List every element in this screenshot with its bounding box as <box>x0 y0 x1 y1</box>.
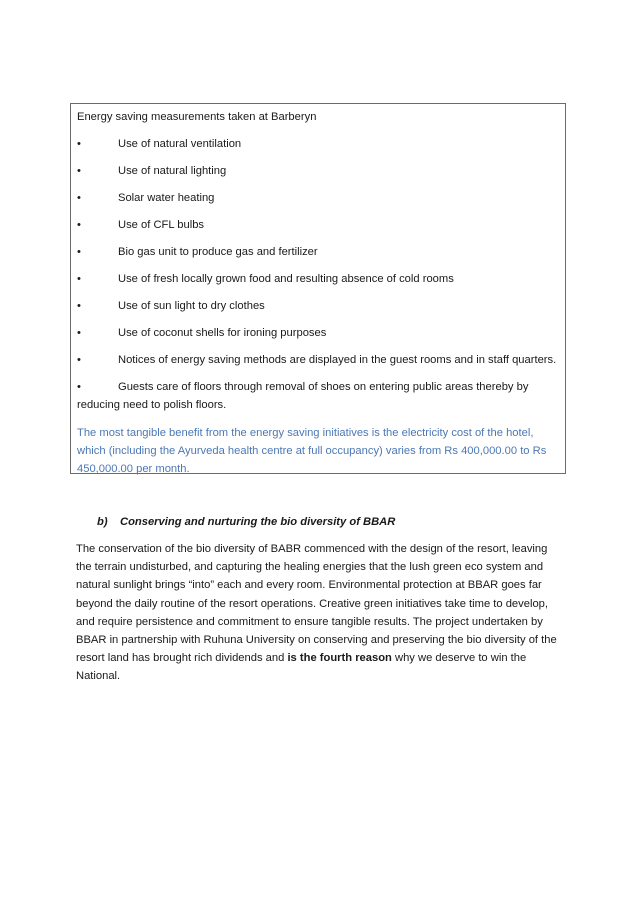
list-item-text: Use of sun light to dry clothes <box>118 300 265 312</box>
bullet-icon: • <box>77 138 81 150</box>
section-body-text-end: why we deserve to win the National. <box>76 652 527 683</box>
list-item <box>77 378 560 414</box>
list-item-text: Bio gas unit to produce gas and fertilizer <box>118 246 318 258</box>
bullet-icon: • <box>77 273 81 285</box>
bullet-icon: • <box>77 165 81 177</box>
list-item <box>77 189 560 207</box>
bullet-icon: • <box>77 354 81 366</box>
section-body-emphasis: is the fourth reason <box>287 652 392 665</box>
bullet-icon: • <box>77 300 81 312</box>
list-item <box>77 270 560 288</box>
list-item-text: Guests care of floors through removal of shoes on entering public areas thereby by reducing need to polish floors. <box>77 381 529 411</box>
list-item-text: Use of natural ventilation <box>118 138 242 150</box>
bio-diversity-section <box>76 513 566 697</box>
bullet-icon: • <box>77 246 81 258</box>
bullet-icon: • <box>77 381 81 393</box>
list-item-text: Use of CFL bulbs <box>118 219 205 231</box>
bullet-icon: • <box>77 219 81 231</box>
section-heading: b) Conserving and nurturing the bio diversity of BBAR <box>97 516 396 528</box>
section-body-text: The conservation of the bio diversity of BABR commenced with the design of the resort, leaving the terrain undisturbed, and capturing the healing energies that the lush green eco system and natural sunlight brings “into” each and every room. Environmental protection at BBAR goes far beyond the daily routine of the resort operations. Creative green initiatives take time to develop, and require persistence and commitment to ensure tangible results. The project undertaken by BBAR in partnership with Ruhuna University on conserving and preserving the bio diversity of the resort land has brought rich dividends and <box>76 543 557 665</box>
list-item <box>77 243 560 261</box>
list-item <box>77 216 560 234</box>
list-item <box>77 162 560 180</box>
list-item-text: Use of fresh locally grown food and resulting absence of cold rooms <box>118 273 454 285</box>
list-item <box>77 351 560 369</box>
list-item <box>77 324 560 342</box>
list-item-text: Use of coconut shells for ironing purposes <box>118 327 327 339</box>
box-title: Energy saving measurements taken at Barberyn <box>77 111 317 123</box>
electricity-cost-note: The most tangible benefit from the energy saving initiatives is the electricity cost of the hotel, which (including the Ayurveda health centre at full occupancy) varies from Rs 400,000.00 to Rs 450,000.00 per month. <box>77 427 547 475</box>
list-item <box>77 135 560 153</box>
bullet-icon: • <box>77 192 81 204</box>
bullet-icon: • <box>77 327 81 339</box>
section-body <box>76 540 566 686</box>
list-item-text: Use of natural lighting <box>118 165 227 177</box>
list-item-text: Solar water heating <box>118 192 215 204</box>
energy-saving-box <box>70 103 566 474</box>
list-item <box>77 297 560 315</box>
list-item-text: Notices of energy saving methods are displayed in the guest rooms and in staff quarters. <box>118 354 557 366</box>
